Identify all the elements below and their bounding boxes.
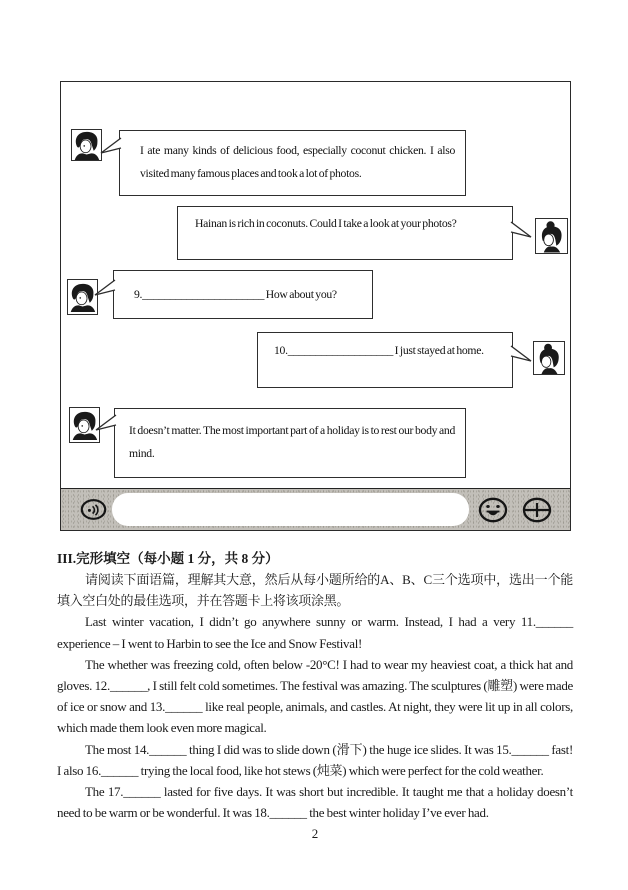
emoji-icon: [478, 497, 508, 523]
chat-message-text: 9.______________________ How about you?: [134, 288, 337, 301]
chat-dialog-panel: [60, 81, 571, 531]
voice-icon: [80, 498, 107, 521]
chat-bubble: [113, 270, 373, 319]
chat-message-text: Hainan is rich in coconuts. Could I take a look at your photos?: [195, 217, 457, 230]
page-number: 2: [311, 826, 319, 842]
chat-input-bar: [61, 488, 570, 530]
section-title: III.完形填空（每小题 1 分，共 8 分）: [57, 551, 279, 566]
bubble-tail-left: [95, 414, 117, 432]
cloze-paragraph: The most 14.______ thing I did was to slide down (滑下) the huge ice slides. It was 15.______ fast! I also 16.______ trying the local food, like hot stews (炖菜) which were perfect for the cold weather.: [57, 741, 573, 778]
section-instructions: 请阅读下面语篇，理解其大意，然后从每小题所给的A、B、C三个选项中，选出一个能填入空白处的最佳选项，并在答题卡上将该项涂黑。: [57, 572, 573, 609]
bubble-tail-right: [510, 345, 532, 363]
chat-bubble: [119, 130, 466, 196]
cloze-paragraph: The 17.______ lasted for five days. It was short but incredible. It taught me that a holiday doesn’t need to be warm or be wonderful. It was 18.______ the best winter holiday I’ve ever had.: [57, 784, 573, 821]
girl-portrait-icon: [536, 219, 567, 253]
avatar-girl: [533, 341, 565, 375]
bubble-tail-left: [94, 279, 116, 297]
girl-portrait-icon: [534, 342, 564, 374]
chat-message-text: I ate many kinds of delicious food, especially coconut chicken. I also visited many famous places and took a lot of photos.: [140, 144, 455, 180]
cloze-paragraph: The whether was freezing cold, often below -20°C! I had to wear my heaviest coat, a thick hat and gloves. 12.______, I still felt cold sometimes. The festival was amazing. The sculptures (雕塑) were made of ice or snow and 13.______ like real people, animals, and castles. At night, they were lit up in all colors, which made them look even more magical.: [57, 656, 573, 736]
avatar-girl: [535, 218, 568, 254]
chat-bubble: [177, 206, 513, 260]
bubble-tail-left: [100, 137, 122, 155]
boy-portrait-icon: [72, 130, 101, 160]
plus-icon: [522, 497, 552, 523]
chat-message-text: 10.___________________ I just stayed at home.: [274, 344, 484, 357]
cloze-section: [57, 549, 573, 842]
message-input: [112, 493, 469, 526]
chat-bubble: [257, 332, 513, 388]
cloze-paragraph: Last winter vacation, I didn’t go anywhere sunny or warm. Instead, I had a very 11.______ experience – I went to Harbin to see the Ice and Snow Festival!: [57, 614, 573, 651]
chat-message-text: It doesn’t matter. The most important part of a holiday is to rest our body and mind.: [129, 424, 455, 460]
bubble-tail-right: [510, 221, 532, 239]
boy-portrait-icon: [68, 280, 97, 314]
chat-bubble: [114, 408, 466, 478]
avatar-boy: [71, 129, 102, 161]
